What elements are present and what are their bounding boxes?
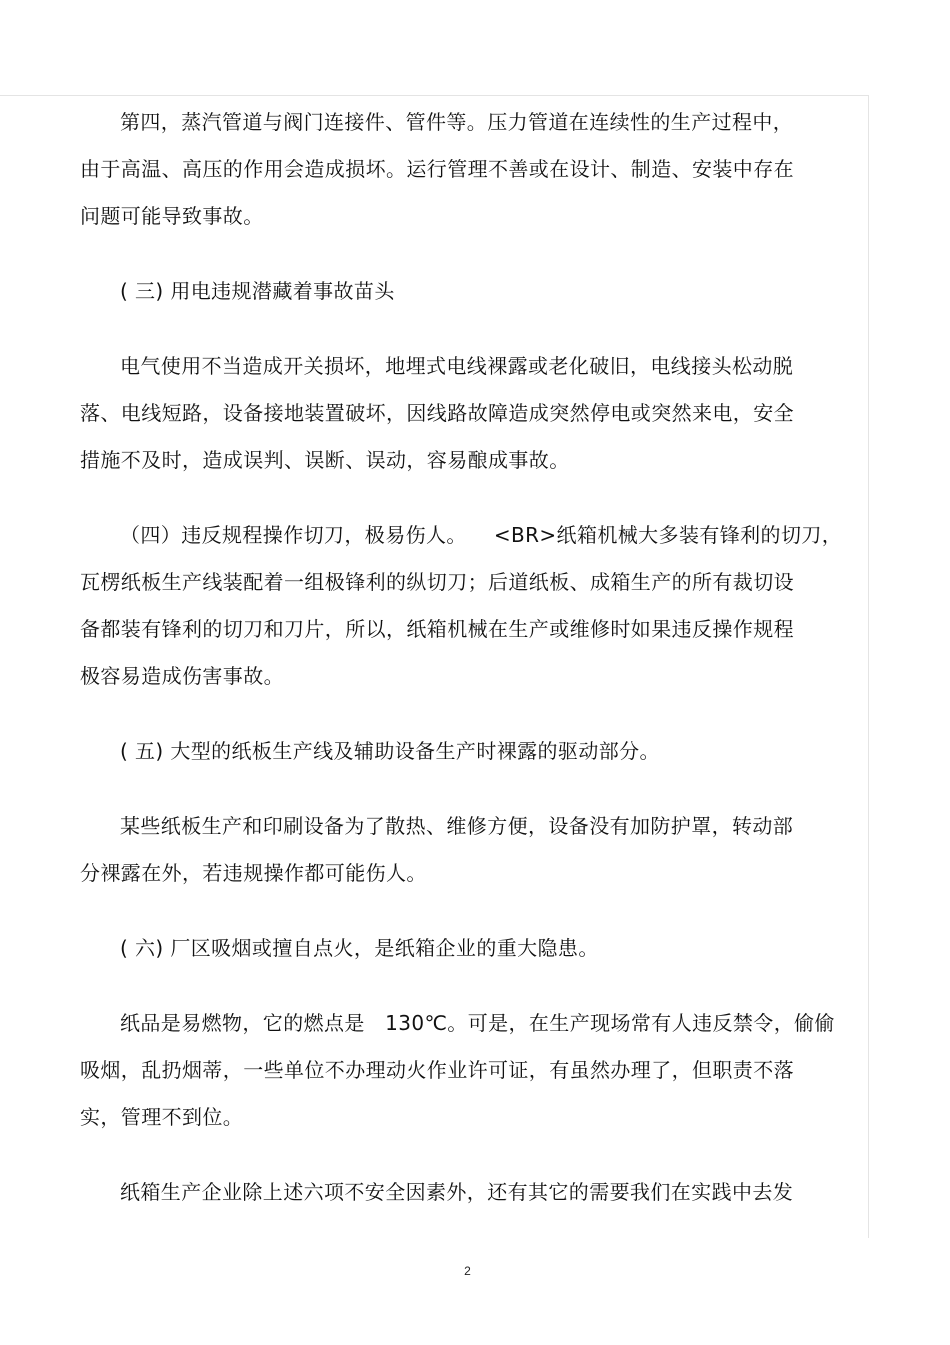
- text-line: 吸烟，乱扔烟蒂，一些单位不办理动火作业许可证，有虽然办理了，但职责不落: [80, 1058, 794, 1082]
- text-line: 备都装有锋利的切刀和刀片，所以，纸箱机械在生产或维修时如果违反操作规程: [80, 617, 794, 641]
- section-heading: ( 五) 大型的纸板生产线及辅助设备生产时裸露的驱动部分。: [120, 739, 660, 763]
- text-line: 纸箱生产企业除上述六项不安全因素外，还有其它的需要我们在实践中去发: [120, 1180, 794, 1204]
- text-line: 第四，蒸汽管道与阀门连接件、管件等。压力管道在连续性的生产过程中，: [120, 110, 794, 134]
- section-heading: ( 六) 厂区吸烟或擅自点火，是纸箱企业的重大隐患。: [120, 936, 599, 960]
- heading-section-6: [80, 925, 850, 972]
- page-number: 2: [464, 1264, 471, 1278]
- text-line: 由于高温、高压的作用会造成损坏。运行管理不善或在设计、制造、安装中存在: [80, 157, 794, 181]
- text-line: 某些纸板生产和印刷设备为了散热、维修方便，设备没有加防护罩，转动部: [120, 814, 794, 838]
- text-line: 问题可能导致事故。: [80, 204, 264, 228]
- paragraph-electrical: [80, 343, 850, 484]
- paragraph-exposed-drive: [80, 803, 850, 897]
- paragraph-steam-pipes: [80, 99, 850, 240]
- document-body: [80, 99, 850, 1244]
- paragraph-conclusion: [80, 1169, 850, 1216]
- text-line: 纸品是易燃物，它的燃点是 130℃。可是，在生产现场常有人违反禁令，偷偷: [120, 1011, 835, 1035]
- paragraph-cutters: [80, 512, 850, 700]
- paragraph-fire-hazard: [80, 1000, 850, 1141]
- text-line: 措施不及时，造成误判、误断、误动，容易酿成事故。: [80, 448, 570, 472]
- heading-section-3: [80, 268, 850, 315]
- text-line: 极容易造成伤害事故。: [80, 664, 284, 688]
- text-line: 落、电线短路，设备接地装置破坏，因线路故障造成突然停电或突然来电，安全: [80, 401, 794, 425]
- text-line: 实，管理不到位。: [80, 1105, 244, 1129]
- text-line: 分裸露在外，若违规操作都可能伤人。: [80, 861, 427, 885]
- text-line: （四）违反规程操作切刀，极易伤人。 <BR>纸箱机械大多装有锋利的切刀，: [120, 523, 843, 547]
- text-line: 瓦楞纸板生产线装配着一组极锋利的纵切刀；后道纸板、成箱生产的所有裁切设: [80, 570, 794, 594]
- text-line: 电气使用不当造成开关损坏，地埋式电线裸露或老化破旧，电线接头松动脱: [120, 354, 794, 378]
- heading-section-5: [80, 728, 850, 775]
- section-heading: ( 三) 用电违规潜藏着事故苗头: [120, 279, 395, 303]
